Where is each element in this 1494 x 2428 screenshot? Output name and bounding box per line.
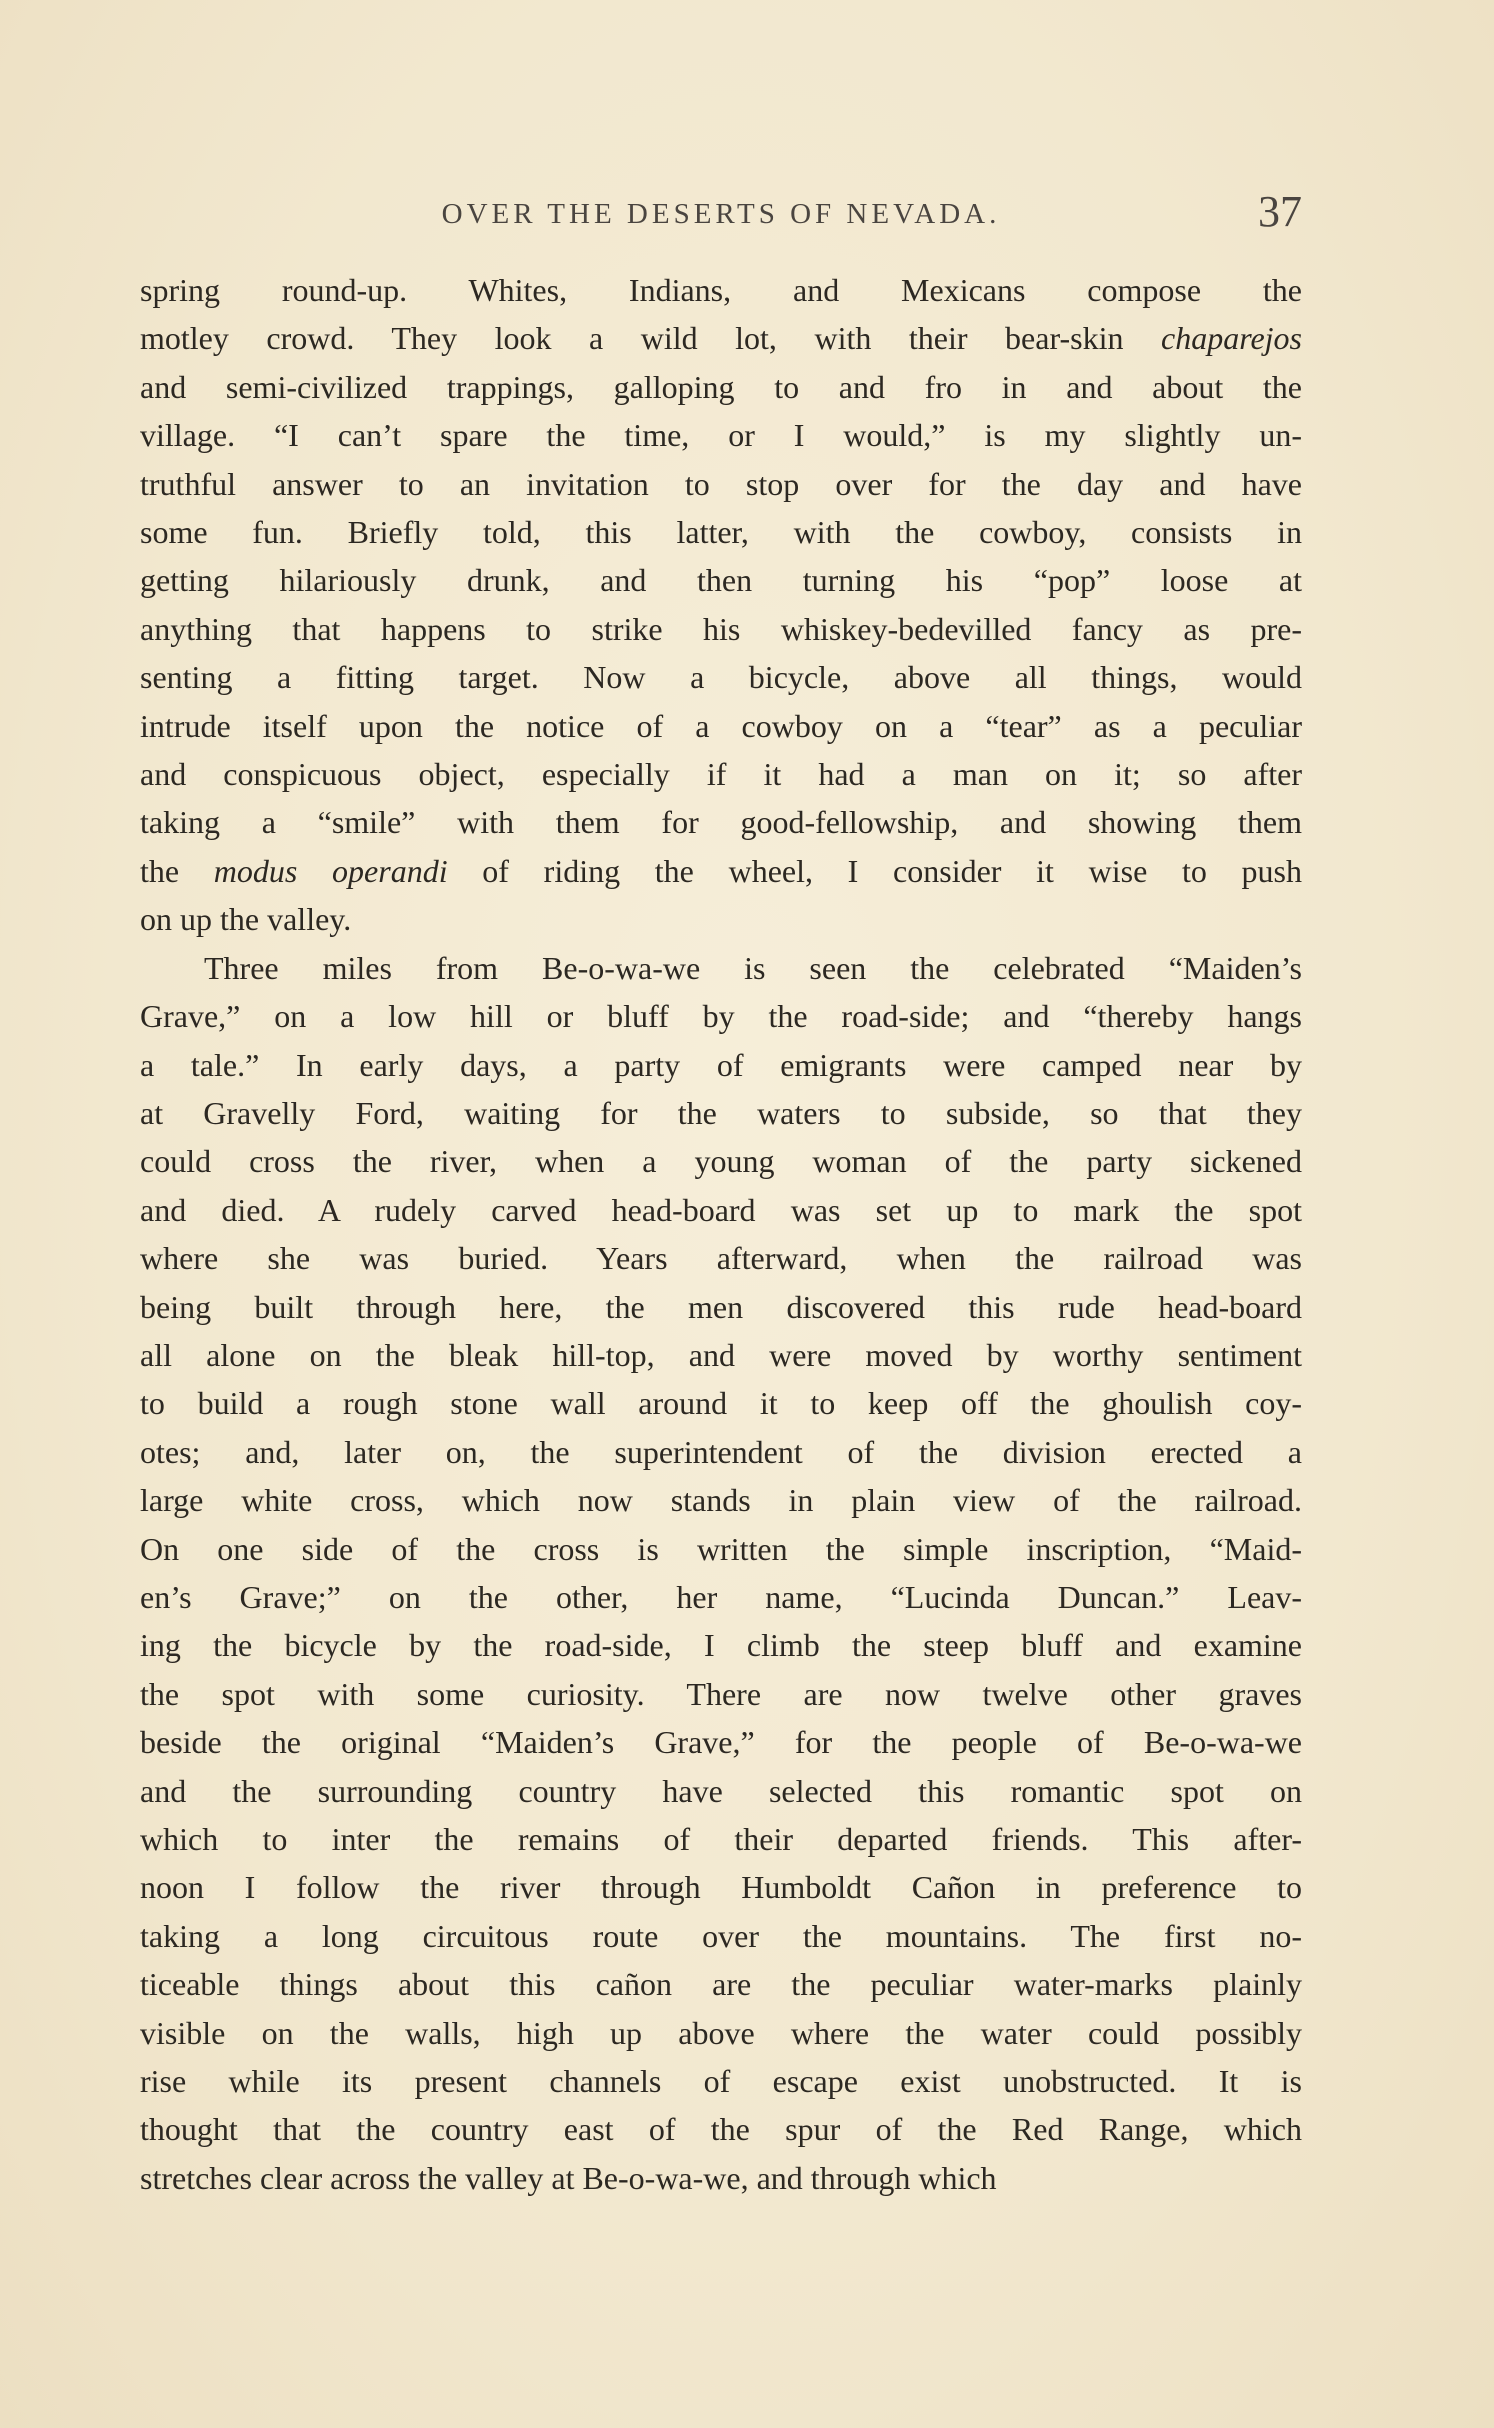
text-line: all alone on the bleak hill-top, and were moved by worthy sentiment bbox=[140, 1336, 1302, 1373]
text-line: at Gravelly Ford, waiting for the waters to subside, so that they bbox=[140, 1094, 1302, 1131]
page-header bbox=[140, 186, 1302, 246]
text-line: the spot with some curiosity. There are now twelve other graves bbox=[140, 1675, 1302, 1712]
paragraph-2 bbox=[140, 944, 1302, 2203]
body-text bbox=[140, 266, 1302, 2202]
text-line: anything that happens to strike his whiskey-bedevilled fancy as pre- bbox=[140, 610, 1302, 647]
text-line: truthful answer to an invitation to stop over for the day and have bbox=[140, 465, 1302, 502]
text-line: on up the valley. bbox=[140, 901, 352, 938]
text-line: motley crowd. They look a wild lot, with their bear-skin chaparejos bbox=[140, 320, 1302, 357]
text-line: otes; and, later on, the superintendent of the division erected a bbox=[140, 1433, 1302, 1470]
paragraph-1 bbox=[140, 266, 1302, 944]
text-line: taking a long circuitous route over the mountains. The first no- bbox=[140, 1917, 1302, 1954]
running-head: OVER THE DESERTS OF NEVADA. bbox=[441, 198, 1001, 230]
text-line: visible on the walls, high up above where the water could possibly bbox=[140, 2014, 1302, 2051]
text-line: some fun. Briefly told, this latter, with the cowboy, consists in bbox=[140, 514, 1302, 551]
text-line: village. “I can’t spare the time, or I would,” is my slightly un- bbox=[140, 417, 1302, 454]
text-line: Three miles from Be-o-wa-we is seen the celebrated “Maiden’s bbox=[204, 949, 1302, 986]
text-line: and died. A rudely carved head-board was set up to mark the spot bbox=[140, 1191, 1302, 1228]
text-line: On one side of the cross is written the simple inscription, “Maid- bbox=[140, 1530, 1302, 1567]
text-line: and conspicuous object, especially if it had a man on it; so after bbox=[140, 756, 1302, 793]
text-line: where she was buried. Years afterward, when the railroad was bbox=[140, 1240, 1302, 1277]
text-line: beside the original “Maiden’s Grave,” for the people of Be-o-wa-we bbox=[140, 1724, 1302, 1761]
text-line: a tale.” In early days, a party of emigrants were camped near by bbox=[140, 1046, 1302, 1083]
text-line: senting a fitting target. Now a bicycle, above all things, would bbox=[140, 659, 1302, 696]
text-line: getting hilariously drunk, and then turning his “pop” loose at bbox=[140, 562, 1302, 599]
text-line: ing the bicycle by the road-side, I climb the steep bluff and examine bbox=[140, 1627, 1302, 1664]
page-number: 37 bbox=[1258, 187, 1302, 236]
text-line: stretches clear across the valley at Be-o-wa-we, and through which bbox=[140, 2159, 997, 2196]
text-line: and semi-civilized trappings, galloping to and fro in and about the bbox=[140, 368, 1302, 405]
text-line: could cross the river, when a young woman of the party sickened bbox=[140, 1143, 1302, 1180]
text-line: en’s Grave;” on the other, her name, “Lucinda Duncan.” Leav- bbox=[140, 1578, 1302, 1615]
text-line: rise while its present channels of escape exist unobstructed. It is bbox=[140, 2063, 1302, 2100]
text-line: noon I follow the river through Humboldt Cañon in preference to bbox=[140, 1869, 1302, 1906]
text-line: large white cross, which now stands in plain view of the railroad. bbox=[140, 1482, 1302, 1519]
text-line: which to inter the remains of their departed friends. This after- bbox=[140, 1821, 1302, 1857]
text-line: Grave,” on a low hill or bluff by the road-side; and “thereby hangs bbox=[140, 998, 1302, 1035]
text-line: taking a “smile” with them for good-fellowship, and showing them bbox=[140, 804, 1302, 841]
text-line: to build a rough stone wall around it to keep off the ghoulish coy- bbox=[140, 1385, 1302, 1422]
text-line: ticeable things about this cañon are the peculiar water-marks plainly bbox=[140, 1966, 1302, 2003]
text-line: intrude itself upon the notice of a cowboy on a “tear” as a peculiar bbox=[140, 707, 1302, 744]
text-line: thought that the country east of the spur of the Red Range, which bbox=[140, 2111, 1302, 2148]
text-line: spring round-up. Whites, Indians, and Mexicans compose the bbox=[140, 272, 1302, 308]
text-line: and the surrounding country have selected this romantic spot on bbox=[140, 1772, 1302, 1809]
text-line: the modus operandi of riding the wheel, I consider it wise to push bbox=[140, 852, 1303, 889]
text-line: being built through here, the men discovered this rude head-board bbox=[140, 1288, 1302, 1325]
